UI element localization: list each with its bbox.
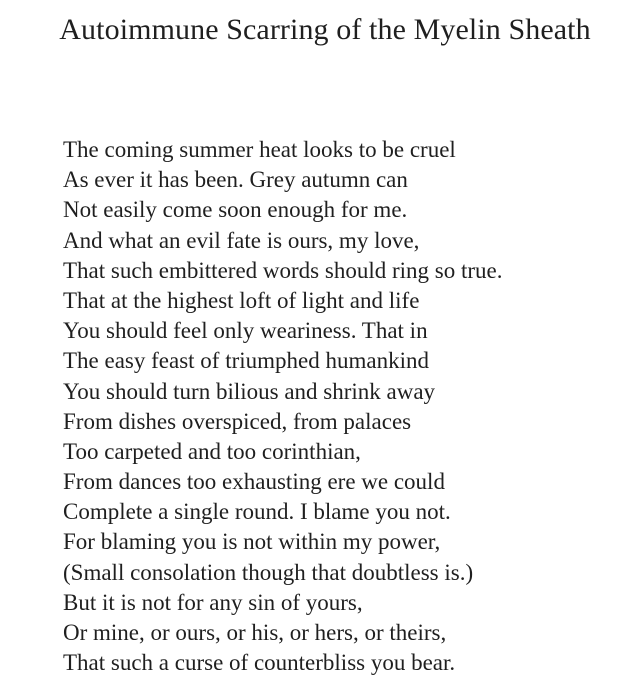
poem-line: That such a curse of counterbliss you bear. xyxy=(63,650,456,676)
poem-line: That at the highest loft of light and life xyxy=(63,287,420,313)
poem-line: From dishes overspiced, from palaces xyxy=(63,408,412,434)
poem-line: From dances too exhausting ere we could xyxy=(63,469,445,495)
poem-line: And what an evil fate is ours, my love, xyxy=(63,227,420,253)
poem-line: Complete a single round. I blame you not. xyxy=(63,499,451,525)
poem-line: Or mine, or ours, or his, or hers, or theirs, xyxy=(63,620,447,645)
poem-body xyxy=(63,135,502,678)
poem-line: The coming summer heat looks to be cruel xyxy=(63,137,456,162)
poem-line: The easy feast of triumphed humankind xyxy=(63,348,429,374)
poem-line: Not easily come soon enough for me. xyxy=(63,197,408,223)
poem-line: (Small consolation though that doubtless is.) xyxy=(63,559,474,585)
poem-line: You should feel only weariness. That in xyxy=(63,318,428,344)
poem-line: But it is not for any sin of yours, xyxy=(63,589,363,615)
poem-line: For blaming you is not within my power, xyxy=(63,529,441,555)
poem-title: Autoimmune Scarring of the Myelin Sheath xyxy=(59,13,591,46)
poem-line: As ever it has been. Grey autumn can xyxy=(63,167,408,193)
poem-line: You should turn bilious and shrink away xyxy=(63,378,436,404)
poem-line: That such embittered words should ring so true. xyxy=(63,257,503,283)
poem-line: Too carpeted and too corinthian, xyxy=(63,438,361,464)
